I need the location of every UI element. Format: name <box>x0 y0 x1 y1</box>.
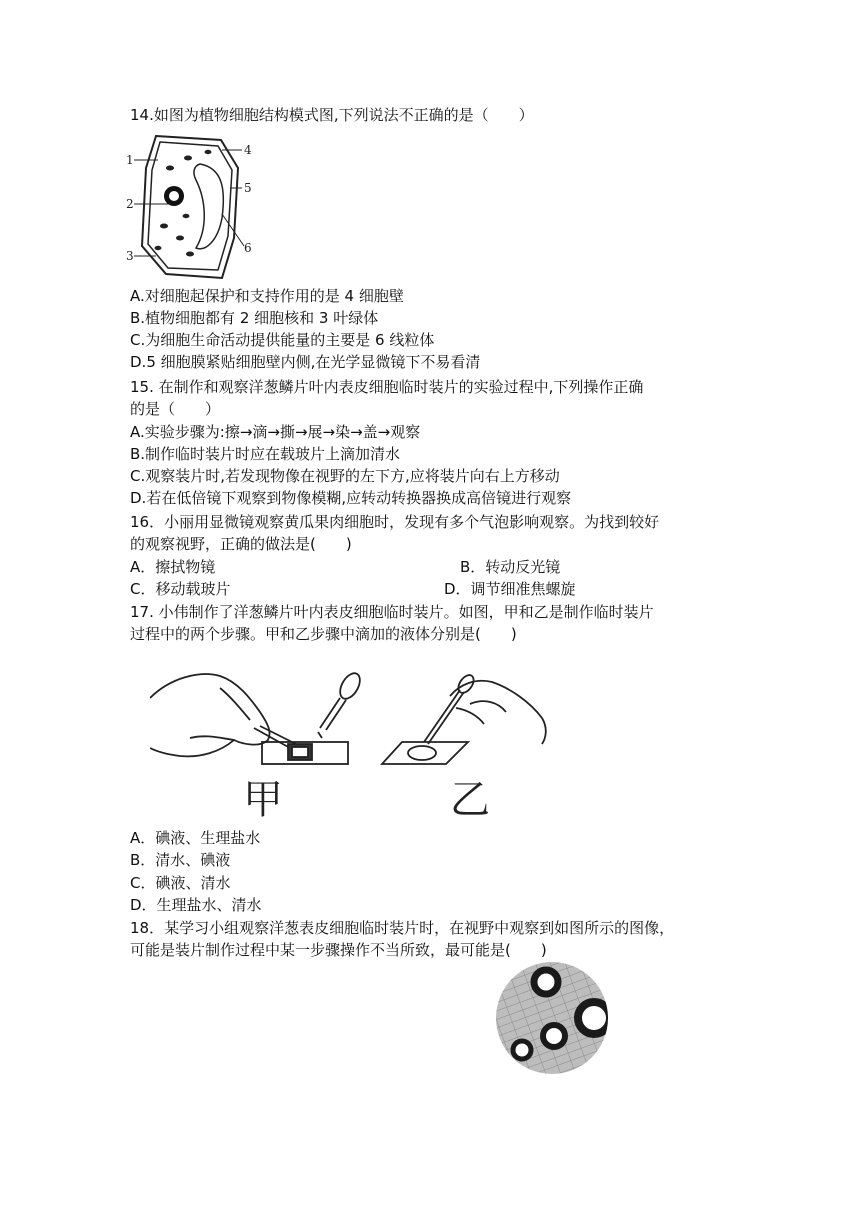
label-6: 6 <box>244 241 252 255</box>
q17-option-c: C．碘液、清水 <box>130 874 231 892</box>
q16-option-c: C．移动载玻片 <box>130 580 231 598</box>
plant-cell-diagram <box>126 128 256 282</box>
q17-stem-line2: 过程中的两个步骤。甲和乙步骤中滴加的液体分别是( ) <box>130 625 517 643</box>
q14-option-c: C.为细胞生命活动提供能量的主要是 6 线粒体 <box>130 331 435 349</box>
q14-stem: 14.如图为植物细胞结构模式图,下列说法不正确的是（ ） <box>130 106 534 124</box>
q15-stem-line2: 的是（ ） <box>130 400 221 418</box>
q15-stem-line1: 15. 在制作和观察洋葱鳞片叶内表皮细胞临时装片的实验过程中,下列操作正确 <box>130 378 644 396</box>
q14-option-d: D.5 细胞膜紧贴细胞壁内侧,在光学显微镜下不易看清 <box>130 353 481 371</box>
q18-stem-line1: 18．某学习小组观察洋葱表皮细胞临时装片时，在视野中观察到如图所示的图像， <box>130 919 675 937</box>
step-yi-illustration <box>382 672 546 764</box>
q15-option-a: A.实验步骤为:擦→滴→撕→展→染→盖→观察 <box>130 423 421 441</box>
q17-option-a: A．碘液、生理盐水 <box>130 829 261 847</box>
microscope-field-bubbles <box>490 962 620 1077</box>
label-5: 5 <box>244 181 252 195</box>
q15-option-d: D.若在低倍镜下观察到物像模糊,应转动转换器换成高倍镜进行观察 <box>130 489 572 507</box>
caption-yi: 乙 <box>450 777 490 823</box>
q14-option-a: A.对细胞起保护和支持作用的是 4 细胞壁 <box>130 287 404 305</box>
q16-option-b: B．转动反光镜 <box>460 558 561 576</box>
label-1: 1 <box>126 153 134 167</box>
label-4: 4 <box>244 143 252 157</box>
q15-option-c: C.观察装片时,若发现物像在视野的左下方,应将装片向右上方移动 <box>130 467 560 485</box>
q16-stem-line1: 16．小丽用显微镜观察黄瓜果肉细胞时，发现有多个气泡影响观察。为找到较好 <box>130 513 660 531</box>
q16-option-d: D．调节细准焦螺旋 <box>444 580 576 598</box>
slide-steps-illustration <box>150 668 550 778</box>
q17-option-d: D．生理盐水、清水 <box>130 896 262 914</box>
step-jia-illustration <box>150 670 364 764</box>
q16-option-a: A．擦拭物镜 <box>130 558 216 576</box>
q14-option-b: B.植物细胞都有 2 细胞核和 3 叶绿体 <box>130 309 379 327</box>
q16-stem-line2: 的观察视野，正确的做法是( ) <box>130 535 352 553</box>
caption-jia: 甲 <box>243 777 283 823</box>
label-3: 3 <box>126 249 134 263</box>
label-2: 2 <box>126 197 134 211</box>
q17-stem-line1: 17. 小伟制作了洋葱鳞片叶内表皮细胞临时装片。如图，甲和乙是制作临时装片 <box>130 603 654 621</box>
q18-stem-line2: 可能是装片制作过程中某一步骤操作不当所致，最可能是( ) <box>130 941 547 959</box>
q15-option-b: B.制作临时装片时应在载玻片上滴加清水 <box>130 445 401 463</box>
q17-option-b: B．清水、碘液 <box>130 851 231 869</box>
